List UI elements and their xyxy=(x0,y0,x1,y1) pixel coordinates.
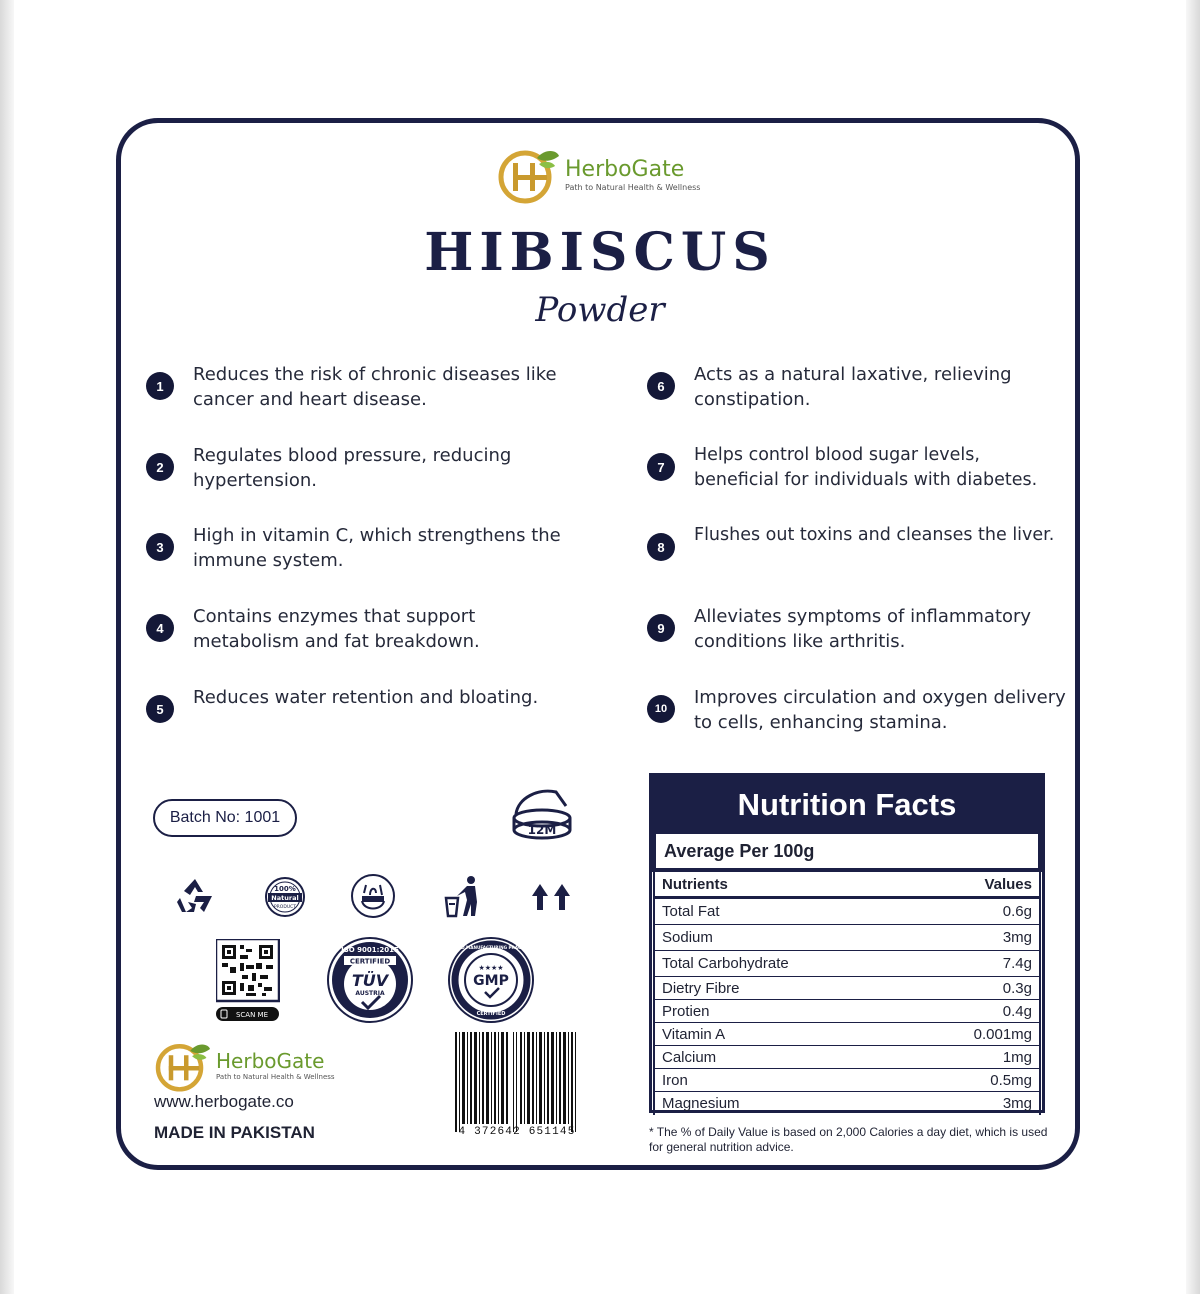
nutrition-title: Nutrition Facts xyxy=(652,776,1042,834)
nutrition-rows xyxy=(653,872,1041,1115)
benefit-item xyxy=(647,685,1067,735)
benefit-item xyxy=(647,443,1067,493)
benefit-item xyxy=(146,362,566,412)
values-column-header: Values xyxy=(984,875,1032,893)
website-link[interactable]: www.herbogate.co xyxy=(154,1092,294,1111)
brand-tagline: Path to Natural Health & Wellness xyxy=(216,1073,335,1081)
nutrient-name: Magnesium xyxy=(662,1095,740,1112)
qr-code[interactable] xyxy=(216,939,280,1023)
nutrient-value: 0.4g xyxy=(1002,1002,1032,1020)
nutrient-value: 3mg xyxy=(1002,929,1032,946)
benefit-item xyxy=(146,523,566,573)
package-edge-left xyxy=(0,0,14,1294)
tuv-certified-text: CERTIFIED xyxy=(349,957,391,966)
nutrient-name: Vitamin A xyxy=(662,1025,726,1043)
nutrient-name: Total Carbohydrate xyxy=(662,955,789,972)
benefit-text: High in vitamin C, which strengthens the immune system. xyxy=(193,525,561,571)
nutrient-value: 0.001mg xyxy=(973,1025,1032,1043)
made-in-label: MADE IN PAKISTAN xyxy=(154,1123,315,1142)
nutrient-value: 7.4g xyxy=(1002,955,1032,972)
barcode-number: 4 372642 651145 xyxy=(458,1126,576,1138)
benefit-text: Reduces water retention and bloating. xyxy=(193,687,539,708)
benefit-item xyxy=(647,362,1067,412)
benefit-text: Regulates blood pressure, reducing hypertension. xyxy=(193,445,512,491)
brand-name: HerboGate xyxy=(565,156,685,182)
benefit-number: 7 xyxy=(647,453,675,481)
benefit-number: 3 xyxy=(146,533,174,561)
gmp-mark-text: GMP xyxy=(473,973,509,989)
benefit-item xyxy=(647,523,1067,561)
recycle-icon xyxy=(174,876,216,916)
product-title: HIBISCUS xyxy=(424,222,776,283)
nutrition-row xyxy=(655,925,1039,951)
nutrition-row xyxy=(655,1069,1039,1092)
benefit-number: 9 xyxy=(647,614,675,642)
benefit-text: Alleviates symptoms of inflammatory conditions like arthritis. xyxy=(694,606,1032,652)
shelf-life-text: 12M xyxy=(527,823,557,837)
shelf-life-12m-icon xyxy=(508,784,576,848)
brand-tagline: Path to Natural Health & Wellness xyxy=(565,182,701,192)
benefit-number: 4 xyxy=(146,614,174,642)
benefit-item xyxy=(146,604,566,654)
nutrition-basis: Average Per 100g xyxy=(652,834,1042,872)
nutrition-row xyxy=(655,1046,1039,1069)
natural-badge-word: Natural xyxy=(271,894,299,902)
nutrient-name: Sodium xyxy=(662,929,713,946)
qr-scan-label: SCAN ME xyxy=(235,1011,269,1019)
natural-product-badge xyxy=(264,876,306,918)
tuv-iso-text: ISO 9001:2015 xyxy=(341,946,399,954)
nutrient-value: 0.5mg xyxy=(990,1071,1032,1089)
nutrition-row xyxy=(655,951,1039,977)
benefit-number: 6 xyxy=(647,372,675,400)
nutrient-name: Calcium xyxy=(662,1048,717,1066)
herbogate-logo-icon xyxy=(497,146,563,204)
benefit-text: Acts as a natural laxative, relieving constipation. xyxy=(694,364,1012,410)
benefit-number: 5 xyxy=(146,695,174,723)
natural-badge-percent: 100% xyxy=(274,885,296,893)
halal-certified-icon xyxy=(350,873,396,919)
nutrient-name: Dietry Fibre xyxy=(662,979,740,997)
nutrition-row xyxy=(655,1023,1039,1046)
nutrition-facts-table xyxy=(649,773,1045,1113)
benefit-number: 10 xyxy=(647,695,675,723)
dispose-in-bin-icon xyxy=(443,874,483,918)
nutrition-row xyxy=(655,899,1039,925)
nutrition-row xyxy=(655,977,1039,1000)
batch-number: Batch No: 1001 xyxy=(153,799,297,837)
benefit-text: Flushes out toxins and cleanses the liver. xyxy=(694,525,1055,545)
tuv-mark-text: TÜV xyxy=(351,971,389,990)
benefit-number: 8 xyxy=(647,533,675,561)
nutrient-value: 0.3g xyxy=(1002,979,1032,997)
tuv-iso-icon xyxy=(326,936,414,1024)
benefit-item xyxy=(647,604,1067,654)
gmp-icon xyxy=(447,936,535,1024)
package-edge-right xyxy=(1186,0,1200,1294)
product-subtitle: Powder xyxy=(535,290,665,330)
benefit-text: Helps control blood sugar levels, beneficial for individuals with diabetes. xyxy=(694,445,1038,490)
this-way-up-icon xyxy=(530,882,572,912)
benefit-text: Improves circulation and oxygen delivery to cells, enhancing stamina. xyxy=(694,687,1066,733)
barcode xyxy=(447,1032,587,1140)
nutrition-header-row xyxy=(655,872,1039,899)
nutrient-value: 1mg xyxy=(1002,1048,1032,1066)
nutrient-name: Total Fat xyxy=(662,903,720,920)
gmp-ring-text: GOOD MANUFACTURING PRACTICE xyxy=(450,945,532,950)
svg-text:★★★★: ★★★★ xyxy=(478,964,504,972)
brand-logo-top xyxy=(497,146,700,204)
tuv-austria-text: AUSTRIA xyxy=(355,990,385,997)
benefit-number: 2 xyxy=(146,453,174,481)
benefit-item xyxy=(146,685,566,723)
benefit-text: Reduces the risk of chronic diseases like cancer and heart disease. xyxy=(193,364,557,410)
benefit-text: Contains enzymes that support metabolism and fat breakdown. xyxy=(193,606,480,652)
brand-name: HerboGate xyxy=(216,1049,325,1073)
nutrition-footnote: * The % of Daily Value is based on 2,000 Calories a day diet, which is used for general nutrition advice. xyxy=(649,1125,1048,1154)
nutrient-value: 0.6g xyxy=(1002,903,1032,920)
brand-logo-bottom xyxy=(154,1040,335,1092)
benefit-number: 1 xyxy=(146,372,174,400)
nutrition-row xyxy=(655,1092,1039,1115)
nutrients-column-header: Nutrients xyxy=(662,875,728,893)
nutrient-name: Iron xyxy=(662,1071,688,1089)
nutrient-value: 3mg xyxy=(1002,1095,1032,1112)
natural-badge-product: PRODUCT xyxy=(273,905,297,910)
nutrition-row xyxy=(655,1000,1039,1023)
herbogate-logo-icon xyxy=(154,1040,214,1092)
nutrient-name: Protien xyxy=(662,1002,710,1020)
benefit-item xyxy=(146,443,566,493)
gmp-certified-text: CERTIFIED xyxy=(476,1011,506,1017)
